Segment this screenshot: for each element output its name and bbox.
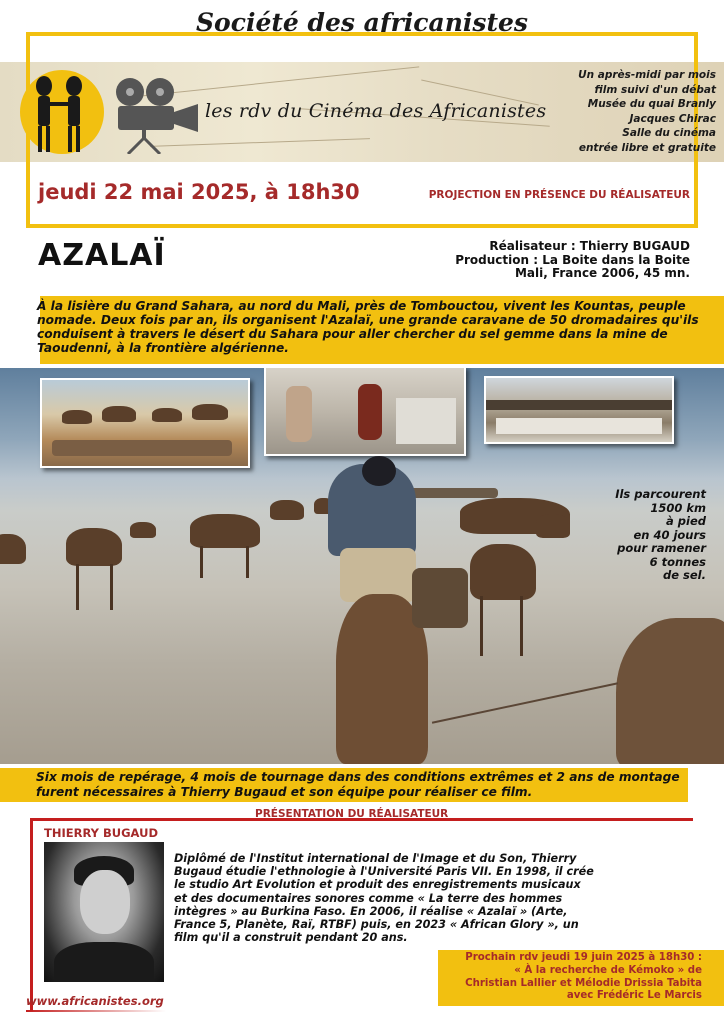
next-event-line: Prochain rdv jeudi 19 juin 2025 à 18h30 :: [465, 952, 702, 963]
thumb-camp-photo: [40, 378, 250, 468]
info-line: Salle du cinéma: [622, 127, 716, 139]
thumb-market-photo: [484, 376, 674, 444]
director-portrait: [44, 842, 164, 982]
director-bio: Diplômé de l'Institut international de l'Image et du Son, Thierry Bugaud étudie l'ethnologie à l'Université Paris VII. En 1998, il crée le studio Art Evolution et produit des enregistrements musicaux et des documentaires sonores comme « La terre des hommes intègres » au Burkina Faso. En 2006, il réalise « Azalaï » (Arte, France 5, Planète, Raï, RTBF) puis, en 2023 « African Glory », un film qu'il a construit pendant 20 ans.: [174, 852, 594, 945]
origin-credit: Mali, France 2006, 45 mn.: [514, 266, 690, 280]
thumb-salt-mine-photo: [264, 368, 466, 456]
route-line: Ils parcourent: [615, 487, 706, 501]
website-link[interactable]: www.africanistes.org: [26, 994, 164, 1008]
info-line: Jacques Chirac: [629, 112, 716, 125]
info-line: Musée du quai Branly: [587, 98, 716, 110]
route-line: 1500 km: [650, 500, 706, 515]
next-event: [440, 952, 702, 1003]
event-info: [536, 68, 716, 155]
route-line: en 40 jours: [633, 527, 706, 542]
director-credit: Réalisateur : Thierry BUGAUD: [489, 239, 690, 253]
info-line: film suivi d'un débat: [594, 83, 716, 96]
synopsis-text: À la lisière du Grand Sahara, au nord du Mali, près de Tombouctou, vivent les Kountas, peuple nomade. Deux fois par an, ils organisent l'Azalaï, une grande caravane de 50 dromadaires qu'ils conduisent à travers le désert du Sahara pour aller chercher du sel gemme dans la mine de Taoudenni, à la frontière algérienne.: [37, 299, 699, 355]
film-title: AZALAÏ: [38, 238, 166, 273]
film-credits: [390, 240, 690, 281]
route-line: de sel.: [663, 568, 706, 582]
website-underline: [26, 1010, 166, 1012]
director-name: THIERRY BUGAUD: [44, 826, 158, 840]
info-line: Un après-midi par mois: [578, 69, 716, 81]
series-title: les rdv du Cinéma des Africanistes: [205, 100, 547, 122]
projection-note: PROJECTION EN PRÉSENCE DU RÉALISATEUR: [428, 189, 690, 201]
next-event-line: « À la recherche de Kémoko » de: [514, 964, 702, 976]
route-line: pour ramener: [617, 541, 706, 555]
society-title: Société des africanistes: [196, 8, 528, 37]
route-line: à pied: [666, 514, 706, 528]
info-line: entrée libre et gratuite: [578, 141, 716, 154]
statue-icon: [26, 72, 94, 156]
presentation-heading: PRÉSENTATION DU RÉALISATEUR: [255, 808, 449, 820]
next-event-line: avec Frédéric Le Marcis: [566, 990, 702, 1002]
event-date: jeudi 22 mai 2025, à 18h30: [38, 180, 360, 204]
film-camera-icon: [112, 76, 206, 154]
route-facts: [596, 488, 706, 583]
next-event-line: Christian Lallier et Mélodie Drissia Tabita: [465, 977, 702, 989]
route-line: 6 tonnes: [649, 554, 706, 569]
production-credit: Production : La Boite dans la Boite: [455, 252, 690, 267]
production-summary: Six mois de repérage, 4 mois de tournage dans des conditions extrêmes et 2 ans de montage furent nécessaires à Thierry Bugaud et son équipe pour réaliser ce film.: [36, 770, 680, 799]
